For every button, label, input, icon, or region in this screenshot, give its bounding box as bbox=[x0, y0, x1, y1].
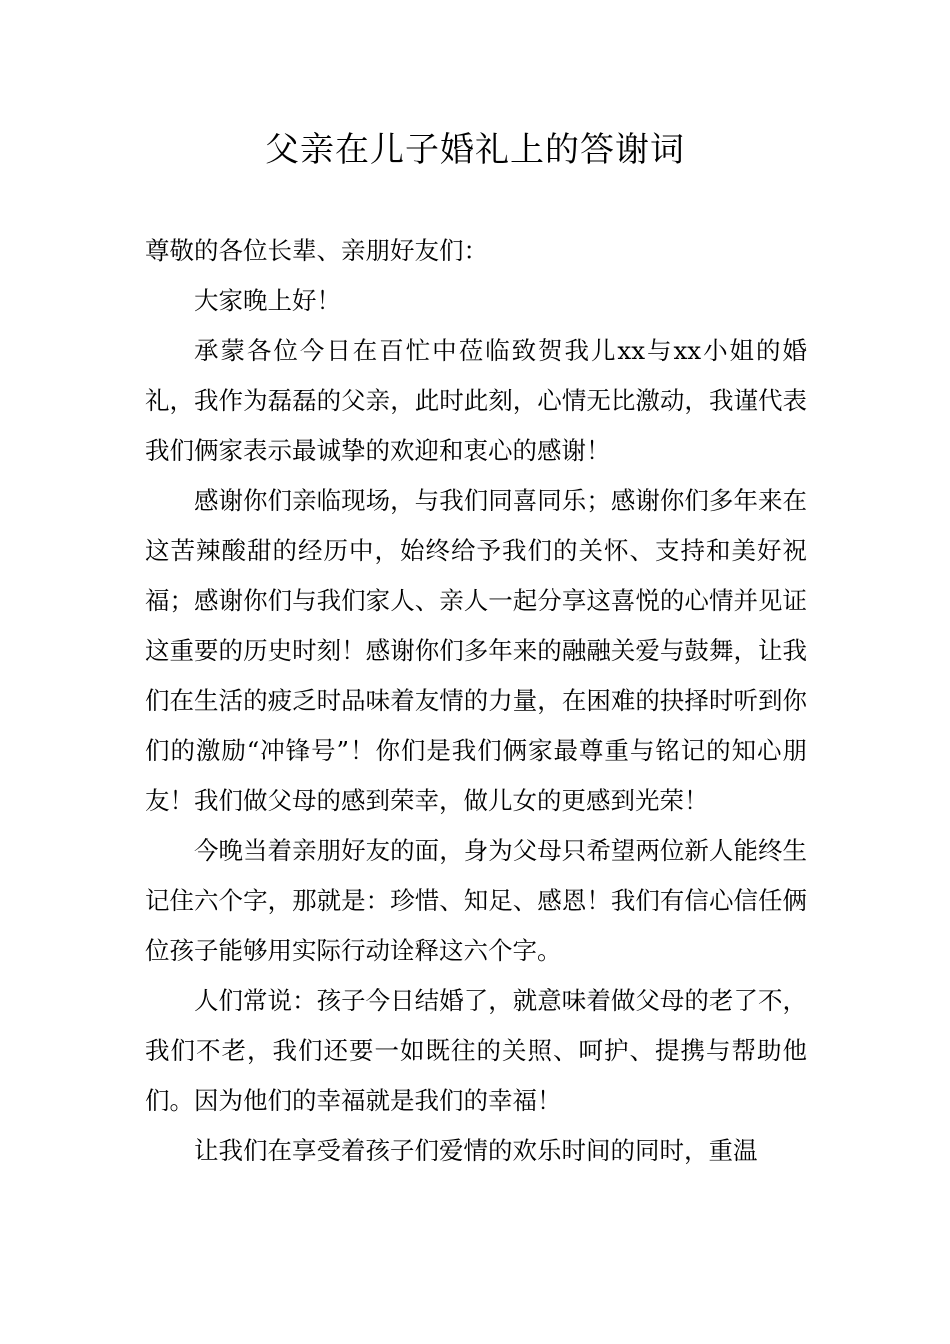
body-paragraph: 让我们在享受着孩子们爱情的欢乐时间的同时，重温 bbox=[194, 1136, 758, 1165]
body-paragraph: 今晚当着亲朋好友的面，身为父母只希望两位新人能终生记住六个字，那就是：珍惜、知足、感恩！我们有信心信任俩位孩子能够用实际行动诠释这六个字。 bbox=[145, 836, 807, 965]
body-paragraph: 承蒙各位今日在百忙中莅临致贺我儿xx与xx小姐的婚礼，我作为磊磊的父亲，此时此刻，心情无比激动，我谨代表我们俩家表示最诚挚的欢迎和衷心的感谢！ bbox=[145, 336, 807, 465]
body-paragraph: 人们常说：孩子今日结婚了，就意味着做父母的老了不，我们不老，我们还要一如既往的关照、呵护、提携与帮助他们。因为他们的幸福就是我们的幸福！ bbox=[145, 986, 807, 1115]
document-body bbox=[145, 226, 807, 1176]
body-paragraph: 感谢你们亲临现场，与我们同喜同乐；感谢你们多年来在这苦辣酸甜的经历中，始终给予我们的关怀、支持和美好祝福；感谢你们与我们家人、亲人一起分享这喜悦的心情并见证这重要的历史时刻！感谢你们多年来的融融关爱与鼓舞，让我们在生活的疲乏时品味着友情的力量，在困难的抉择时听到你们的激励“冲锋号”！你们是我们俩家最尊重与铭记的知心朋友！我们做父母的感到荣幸，做儿女的更感到光荣！ bbox=[145, 486, 807, 815]
salutation-paragraph: 尊敬的各位长辈、亲朋好友们： bbox=[145, 236, 488, 265]
greeting-paragraph: 大家晚上好！ bbox=[194, 286, 341, 315]
document-title: 父亲在儿子婚礼上的答谢词 bbox=[265, 130, 685, 170]
